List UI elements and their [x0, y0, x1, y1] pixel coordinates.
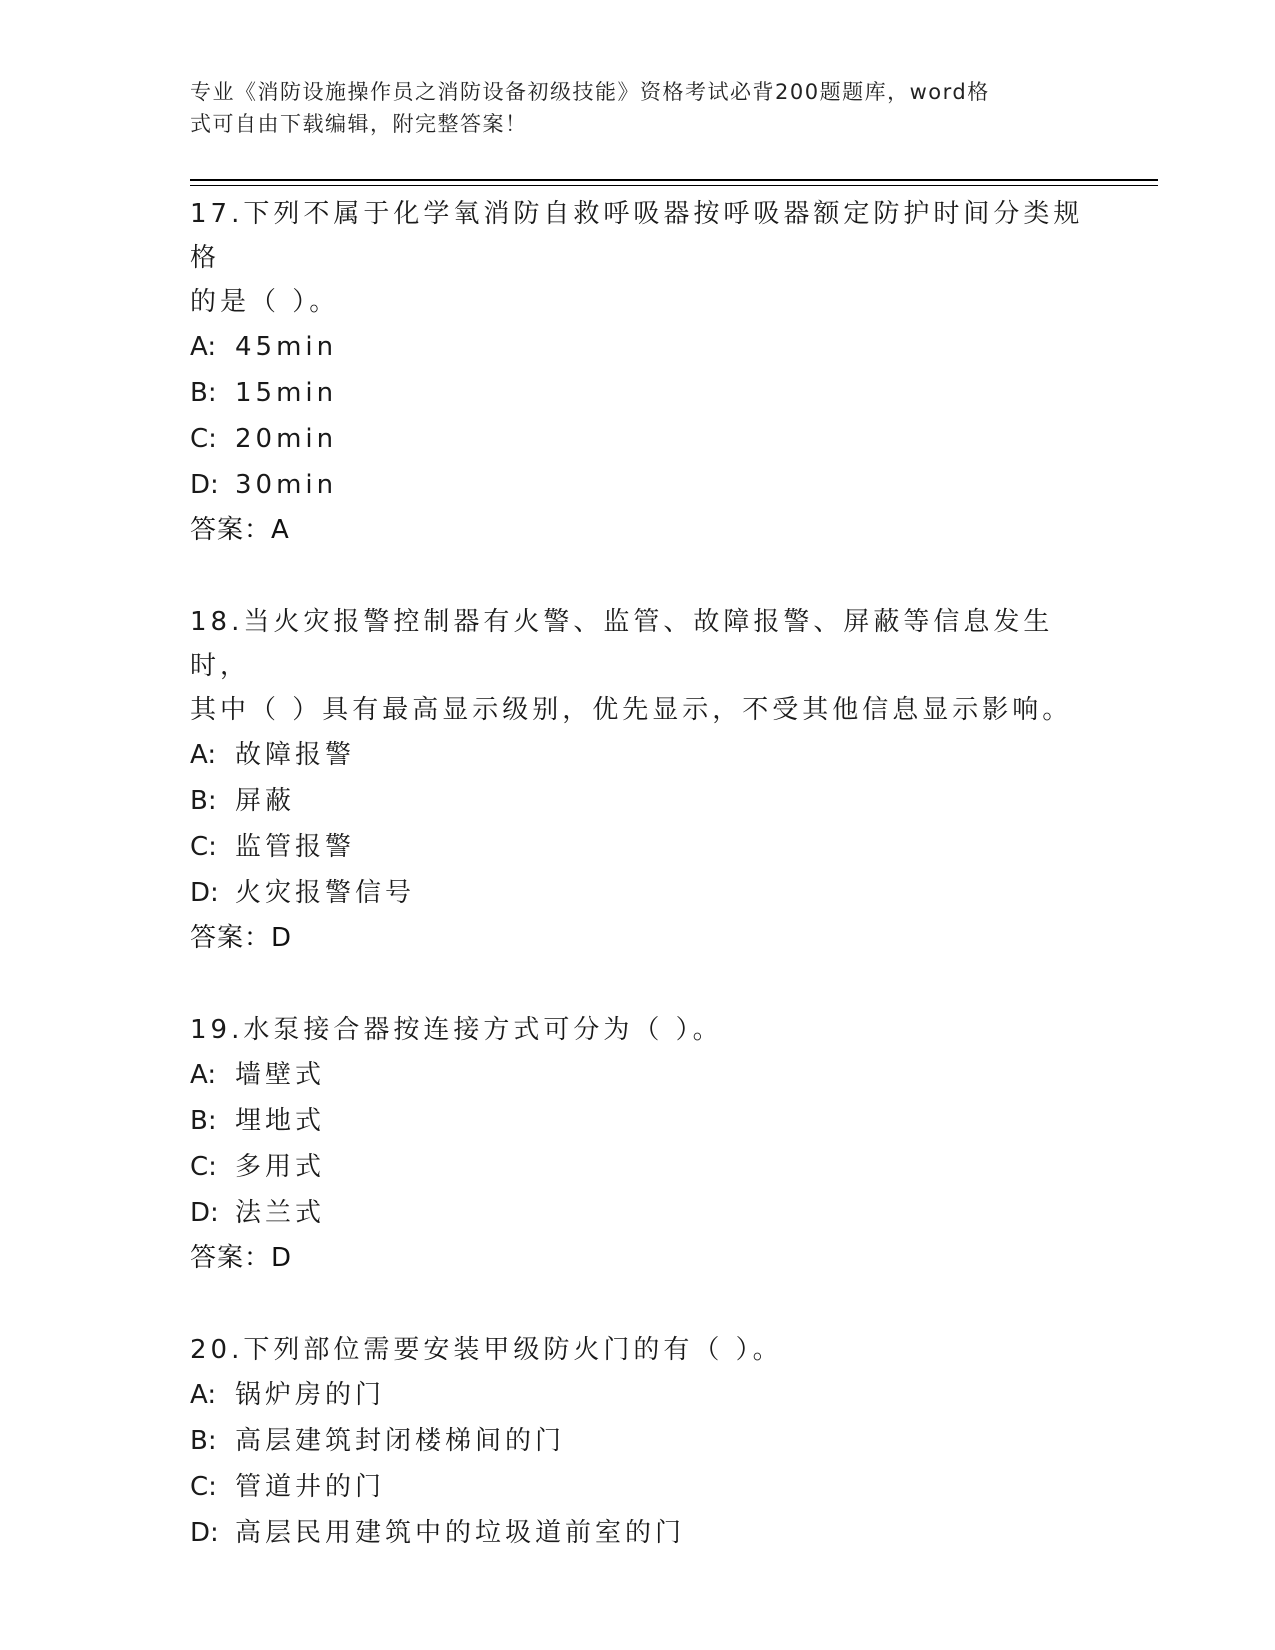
option-c	[190, 416, 1090, 462]
option-text: 多用式	[235, 1152, 326, 1182]
option-a	[190, 1372, 1090, 1418]
option-c	[190, 824, 1090, 870]
option-b	[190, 1098, 1090, 1144]
option-key: A:	[190, 1060, 217, 1090]
option-key: B:	[190, 786, 217, 816]
question-17	[190, 192, 1090, 552]
option-b	[190, 778, 1090, 824]
question-spacer	[190, 552, 1090, 600]
option-key: B:	[190, 378, 217, 408]
question-text-line-1: 17.下列不属于化学氧消防自救呼吸器按呼吸器额定防护时间分类规格	[190, 199, 1084, 273]
header-divider-thick	[190, 179, 1158, 181]
option-c	[190, 1464, 1090, 1510]
option-text: 法兰式	[235, 1198, 326, 1228]
document-header	[190, 76, 1070, 140]
option-text: 30min	[235, 470, 338, 500]
option-text: 故障报警	[235, 740, 356, 770]
question-text-line-1: 19.水泵接合器按连接方式可分为（ ）。	[190, 1015, 723, 1045]
option-text: 屏蔽	[235, 786, 296, 816]
option-d	[190, 1510, 1090, 1556]
option-text: 火灾报警信号	[235, 878, 416, 908]
option-key: D:	[190, 1198, 219, 1228]
option-d	[190, 870, 1090, 916]
question-20	[190, 1328, 1090, 1556]
option-a	[190, 1052, 1090, 1098]
header-line-2: 式可自由下载编辑，附完整答案！	[190, 112, 528, 136]
question-spacer	[190, 960, 1090, 1008]
option-key: C:	[190, 1472, 217, 1502]
option-key: A:	[190, 1380, 217, 1410]
option-text: 锅炉房的门	[235, 1380, 386, 1410]
option-d	[190, 462, 1090, 508]
option-key: D:	[190, 878, 219, 908]
header-line-1: 专业《消防设施操作员之消防设备初级技能》资格考试必背200题题库，word格	[190, 80, 990, 104]
question-spacer	[190, 1280, 1090, 1328]
question-19	[190, 1008, 1090, 1280]
option-text: 管道井的门	[235, 1472, 386, 1502]
option-text: 45min	[235, 332, 338, 362]
question-list	[190, 192, 1090, 1556]
option-text: 高层民用建筑中的垃圾道前室的门	[235, 1518, 686, 1548]
question-text-line-2: 的是（ ）。	[190, 287, 340, 317]
option-text: 埋地式	[235, 1106, 326, 1136]
question-text-line-2: 其中（ ）具有最高显示级别，优先显示，不受其他信息显示影响。	[190, 695, 1073, 725]
option-key: D:	[190, 1518, 219, 1548]
option-a	[190, 324, 1090, 370]
question-text-line-1: 20.下列部位需要安装甲级防火门的有（ ）。	[190, 1335, 783, 1365]
option-d	[190, 1190, 1090, 1236]
option-key: B:	[190, 1426, 217, 1456]
option-key: C:	[190, 424, 217, 454]
question-text-line-1: 18.当火灾报警控制器有火警、监管、故障报警、屏蔽等信息发生时，	[190, 607, 1054, 681]
question-18	[190, 600, 1090, 960]
option-b	[190, 370, 1090, 416]
answer-line: 答案：D	[190, 1243, 293, 1273]
option-text: 墙壁式	[235, 1060, 326, 1090]
option-text: 15min	[235, 378, 338, 408]
option-a	[190, 732, 1090, 778]
option-c	[190, 1144, 1090, 1190]
option-key: B:	[190, 1106, 217, 1136]
option-text: 高层建筑封闭楼梯间的门	[235, 1426, 566, 1456]
option-key: C:	[190, 1152, 217, 1182]
option-key: A:	[190, 740, 217, 770]
option-text: 20min	[235, 424, 338, 454]
option-text: 监管报警	[235, 832, 356, 862]
option-key: D:	[190, 470, 219, 500]
answer-line: 答案：A	[190, 515, 290, 545]
option-b	[190, 1418, 1090, 1464]
option-key: A:	[190, 332, 217, 362]
answer-line: 答案：D	[190, 923, 293, 953]
header-divider-thin	[190, 185, 1158, 186]
option-key: C:	[190, 832, 217, 862]
